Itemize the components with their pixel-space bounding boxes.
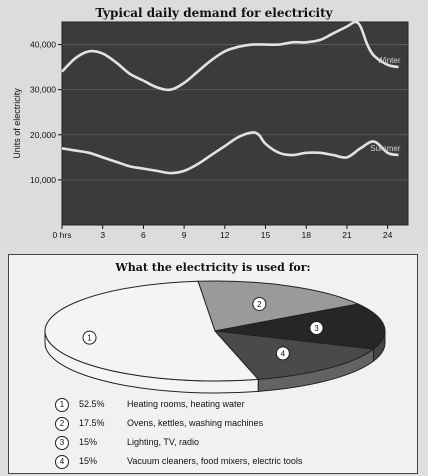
legend-row bbox=[55, 454, 405, 473]
legend-row bbox=[55, 397, 405, 416]
x-tick-label: 15 bbox=[260, 230, 271, 240]
line-chart-title: Typical daily demand for electricity bbox=[95, 6, 333, 20]
legend-percent: 15% bbox=[79, 437, 98, 447]
legend-row bbox=[55, 435, 405, 454]
y-tick-label: 40,000 bbox=[30, 39, 56, 50]
y-tick-label: 10,000 bbox=[30, 174, 56, 185]
series-label: Winter bbox=[377, 56, 401, 66]
pie-chart-box bbox=[8, 254, 418, 474]
pie-chart-title: What the electricity is used for: bbox=[115, 261, 311, 274]
x-tick-label: 24 bbox=[382, 230, 393, 240]
y-tick-label: 20,000 bbox=[30, 129, 56, 140]
pie-slice-number: 3 bbox=[314, 324, 319, 334]
x-tick-label: 12 bbox=[220, 230, 230, 240]
y-axis-label: Units of electricity bbox=[12, 88, 22, 159]
legend-percent: 15% bbox=[79, 456, 98, 466]
pie-legend bbox=[55, 397, 405, 473]
series-label: Summer bbox=[370, 144, 401, 154]
pie-slice-number: 1 bbox=[87, 333, 92, 343]
legend-number: 1 bbox=[55, 398, 69, 412]
plot-area bbox=[62, 22, 408, 225]
legend-percent: 17.5% bbox=[79, 418, 105, 428]
x-tick-label: 9 bbox=[181, 230, 187, 240]
x-tick-label: 21 bbox=[342, 230, 352, 240]
legend-number: 3 bbox=[55, 436, 69, 450]
pie-slice-number: 4 bbox=[280, 349, 286, 359]
legend-label: Lighting, TV, radio bbox=[127, 437, 200, 447]
x-tick-label: 3 bbox=[100, 230, 106, 240]
pie-slice-number: 2 bbox=[257, 299, 262, 309]
legend-label: Vacuum cleaners, food mixers, electric tools bbox=[127, 456, 303, 466]
y-tick-label: 30,000 bbox=[30, 84, 56, 95]
x-tick-label: 6 bbox=[141, 230, 146, 240]
legend-label: Heating rooms, heating water bbox=[127, 399, 245, 409]
legend-percent: 52.5% bbox=[79, 399, 105, 409]
x-tick-label: 0 hrs bbox=[52, 230, 72, 240]
legend-number: 2 bbox=[55, 417, 69, 431]
x-tick-label: 18 bbox=[301, 230, 311, 240]
legend-row bbox=[55, 416, 405, 435]
legend-label: Ovens, kettles, washing machines bbox=[127, 418, 264, 428]
legend-number: 4 bbox=[55, 455, 69, 469]
